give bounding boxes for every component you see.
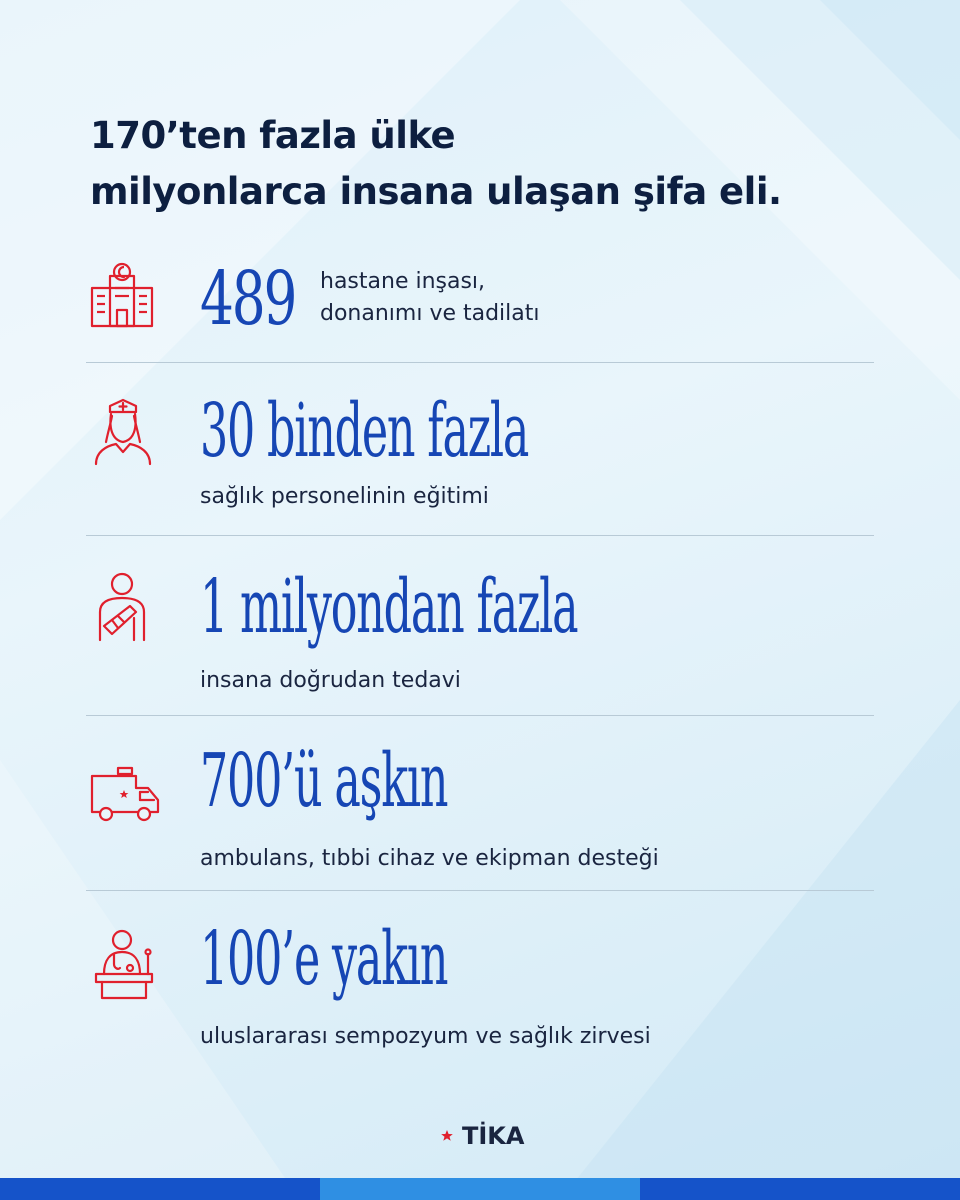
stat-value-symposium: 100’e yakın	[200, 916, 448, 1002]
stat-description-personnel: sağlık personelinin eğitimi	[200, 484, 489, 509]
brand-name: TİKA	[462, 1122, 525, 1150]
stat-description-symposium: uluslararası sempozyum ve sağlık zirvesi	[200, 1024, 651, 1049]
title-line-2: milyonlarca insana ulaşan şifa eli.	[90, 170, 782, 213]
divider	[86, 535, 874, 536]
bar-segment	[640, 1178, 960, 1200]
crescent-star-icon	[420, 1118, 460, 1152]
stat-description-ambulance: ambulans, tıbbi cihaz ve ekipman desteği	[200, 846, 659, 871]
divider	[86, 715, 874, 716]
description-line-2: donanımı ve tadilatı	[320, 301, 540, 326]
page-title	[90, 108, 890, 220]
stat-value-personnel: 30 binden fazla	[200, 388, 529, 474]
divider	[86, 362, 874, 363]
bottom-color-bar	[0, 1178, 960, 1200]
speaker-podium-icon	[92, 928, 156, 1000]
title-line-1: 170’ten fazla ülke	[90, 114, 456, 157]
stat-value-ambulance: 700’ü aşkın	[200, 738, 448, 824]
stat-value-hospitals: 489	[200, 256, 296, 342]
stat-description-treatment: insana doğrudan tedavi	[200, 668, 461, 693]
divider	[86, 890, 874, 891]
bar-segment	[320, 1178, 640, 1200]
ambulance-icon	[88, 766, 160, 822]
patient-icon	[94, 572, 150, 642]
hospital-icon	[88, 262, 156, 330]
stat-value-treatment: 1 milyondan fazla	[200, 564, 578, 650]
bar-segment	[0, 1178, 320, 1200]
tika-logo	[420, 1118, 550, 1152]
description-line-1: hastane inşası,	[320, 269, 486, 294]
nurse-icon	[92, 396, 154, 466]
stat-description-hospitals	[320, 266, 540, 330]
